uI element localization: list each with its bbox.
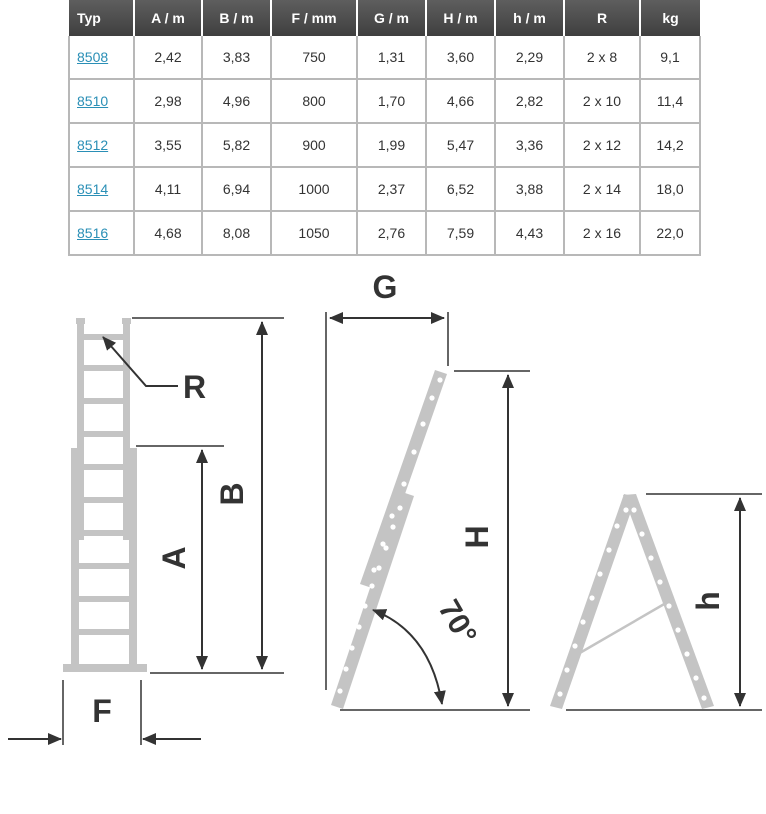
cell-g: 1,70 bbox=[357, 79, 426, 123]
cell-r: 2 x 16 bbox=[564, 211, 640, 255]
cell-b: 4,96 bbox=[202, 79, 271, 123]
cell-h-upper: 5,47 bbox=[426, 123, 495, 167]
type-link[interactable]: 8516 bbox=[77, 225, 109, 241]
leaning-ladder-side-view bbox=[331, 370, 447, 709]
dimension-h-upper bbox=[340, 371, 530, 710]
cell-a: 3,55 bbox=[134, 123, 202, 167]
label-angle: 70° bbox=[431, 594, 483, 651]
cell-f: 1050 bbox=[271, 211, 357, 255]
col-header-h-upper: H / m bbox=[426, 0, 495, 36]
cell-r: 2 x 8 bbox=[564, 36, 640, 79]
cell-kg: 18,0 bbox=[640, 167, 700, 211]
cell-f: 800 bbox=[271, 79, 357, 123]
cell-h-lower: 3,88 bbox=[495, 167, 564, 211]
label-g: G bbox=[372, 269, 398, 305]
cell-kg: 11,4 bbox=[640, 79, 700, 123]
label-b: B bbox=[214, 482, 250, 506]
cell-h-upper: 6,52 bbox=[426, 167, 495, 211]
cell-f: 1000 bbox=[271, 167, 357, 211]
col-header-r: R bbox=[564, 0, 640, 36]
cell-kg: 22,0 bbox=[640, 211, 700, 255]
cell-h-lower: 3,36 bbox=[495, 123, 564, 167]
type-link[interactable]: 8512 bbox=[77, 137, 109, 153]
cell-a: 4,11 bbox=[134, 167, 202, 211]
cell-a: 2,42 bbox=[134, 36, 202, 79]
label-h-lower: h bbox=[690, 591, 726, 611]
cell-g: 2,37 bbox=[357, 167, 426, 211]
angle-arc bbox=[373, 610, 442, 704]
cell-b: 6,94 bbox=[202, 167, 271, 211]
cell-r: 2 x 10 bbox=[564, 79, 640, 123]
cell-a: 4,68 bbox=[134, 211, 202, 255]
dimension-g bbox=[326, 312, 448, 690]
cell-b: 3,83 bbox=[202, 36, 271, 79]
col-header-a: A / m bbox=[134, 0, 202, 36]
cell-a: 2,98 bbox=[134, 79, 202, 123]
col-header-h-lower: h / m bbox=[495, 0, 564, 36]
cell-f: 750 bbox=[271, 36, 357, 79]
cell-h-upper: 4,66 bbox=[426, 79, 495, 123]
col-header-typ: Typ bbox=[69, 0, 134, 36]
cell-kg: 14,2 bbox=[640, 123, 700, 167]
cell-h-upper: 3,60 bbox=[426, 36, 495, 79]
col-header-kg: kg bbox=[640, 0, 700, 36]
cell-r: 2 x 12 bbox=[564, 123, 640, 167]
type-link[interactable]: 8514 bbox=[77, 181, 109, 197]
cell-g: 1,99 bbox=[357, 123, 426, 167]
label-r: R bbox=[183, 369, 207, 405]
label-h-upper: H bbox=[459, 525, 495, 549]
extension-ladder-front-view bbox=[63, 318, 147, 672]
cell-b: 5,82 bbox=[202, 123, 271, 167]
cell-h-lower: 4,43 bbox=[495, 211, 564, 255]
col-header-g: G / m bbox=[357, 0, 426, 36]
cell-g: 1,31 bbox=[357, 36, 426, 79]
rung-pointer-line bbox=[103, 337, 178, 386]
label-f: F bbox=[92, 693, 112, 729]
type-link[interactable]: 8508 bbox=[77, 49, 109, 65]
type-link[interactable]: 8510 bbox=[77, 93, 109, 109]
dimension-b bbox=[132, 318, 284, 673]
cell-r: 2 x 14 bbox=[564, 167, 640, 211]
cell-h-lower: 2,29 bbox=[495, 36, 564, 79]
cell-h-lower: 2,82 bbox=[495, 79, 564, 123]
cell-g: 2,76 bbox=[357, 211, 426, 255]
col-header-f: F / mm bbox=[271, 0, 357, 36]
cell-kg: 9,1 bbox=[640, 36, 700, 79]
cell-f: 900 bbox=[271, 123, 357, 167]
cell-h-upper: 7,59 bbox=[426, 211, 495, 255]
cell-b: 8,08 bbox=[202, 211, 271, 255]
col-header-b: B / m bbox=[202, 0, 271, 36]
label-a: A bbox=[156, 546, 192, 570]
